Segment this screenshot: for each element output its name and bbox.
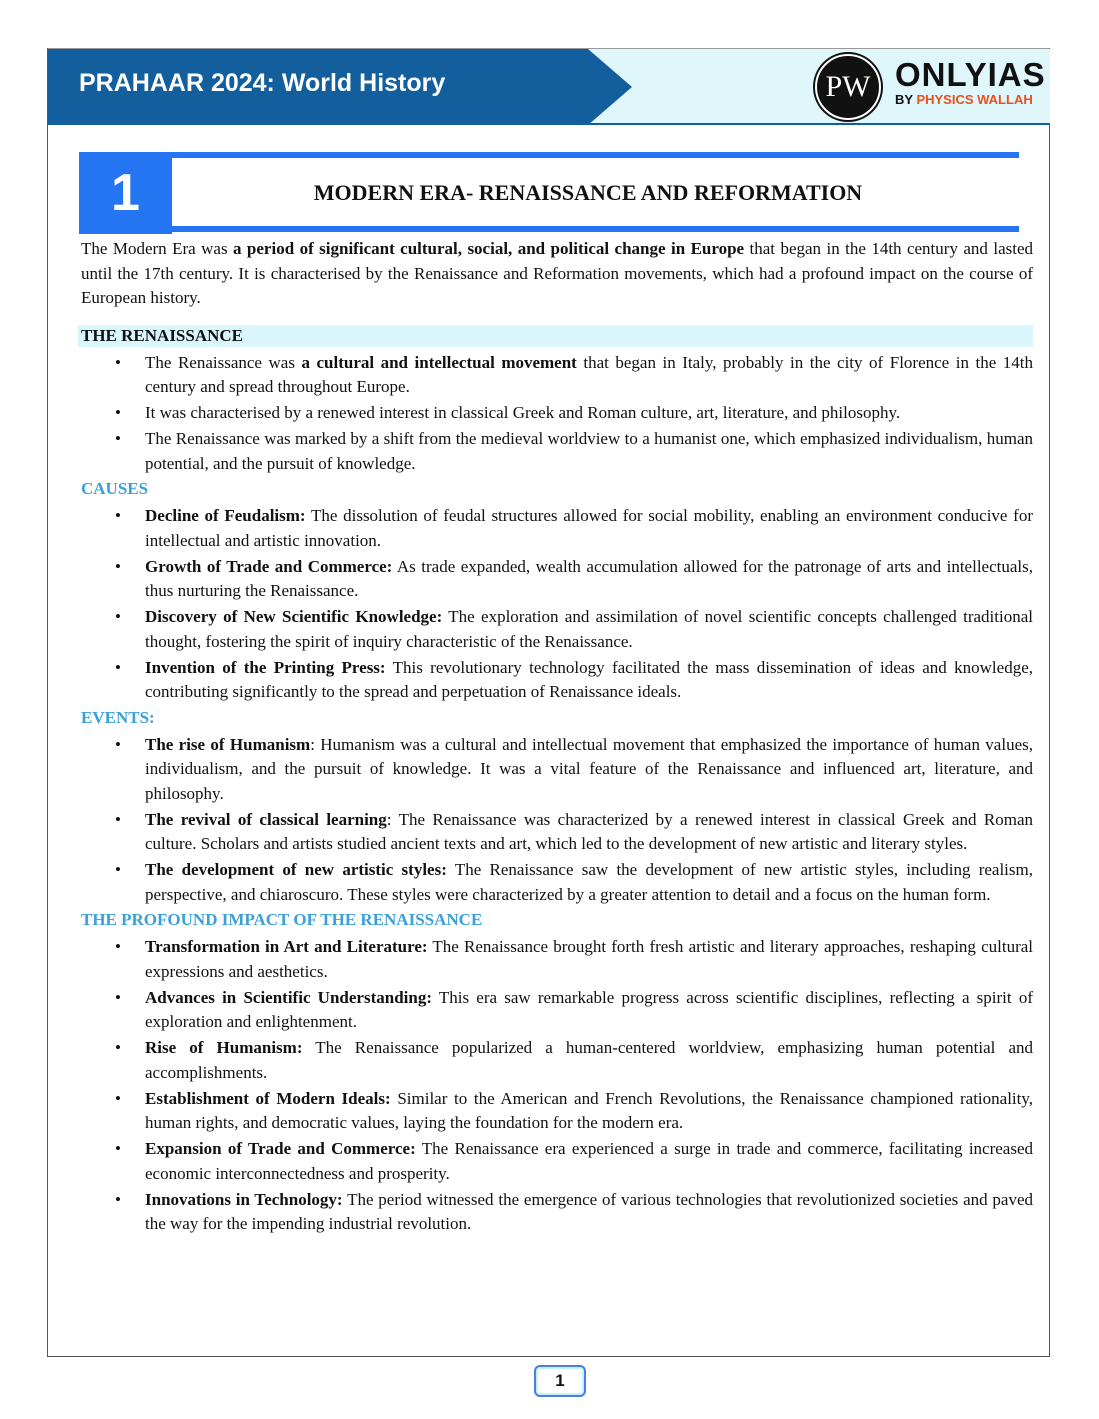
text-run: As trade expanded, wealth accumulation allowed for the patronage of arts and intellectuals, thus nurturing the Renaissance. bbox=[145, 556, 1033, 600]
text-run: Similar to the American and French Revolutions, the Renaissance championed rationality, human rights, and democratic values, laying the foundation for the modern era. bbox=[145, 1088, 1034, 1132]
bullet-list bbox=[81, 504, 1033, 705]
bold-text: The development of new artistic styles: bbox=[145, 860, 447, 879]
text-run: The exploration and assimilation of novel scientific concepts challenged traditional thought, fostering the spirit of inquiry characteristic of the Renaissance. bbox=[145, 607, 1033, 651]
list-item bbox=[145, 1036, 1033, 1085]
document-body bbox=[81, 237, 1033, 1239]
list-item bbox=[145, 427, 1033, 476]
list-item bbox=[145, 733, 1033, 807]
bold-text: Rise of Humanism: bbox=[145, 1038, 303, 1057]
brand-name: ONLYIAS bbox=[895, 56, 1046, 93]
text-run: The Renaissance era experienced a surge in trade and commerce, facilitating increased economic interconnectedness and prosperity. bbox=[145, 1139, 1034, 1183]
text-run: The Renaissance saw the development of new artistic styles, including realism, perspective, and chiaroscuro. These styles were characterized by a greater attention to detail and a focus on the human form. bbox=[145, 860, 1033, 904]
text-run: This revolutionary technology facilitated the mass dissemination of ideas and knowledge, contributing significantly to the spread and perpetuation of Renaissance ideals. bbox=[145, 657, 1033, 701]
section-heading: EVENTS: bbox=[81, 707, 155, 727]
bold-text: Innovations in Technology: bbox=[145, 1189, 343, 1209]
list-item bbox=[145, 656, 1033, 705]
bullet-list bbox=[81, 935, 1033, 1237]
list-item bbox=[145, 858, 1033, 907]
bullet-list bbox=[81, 733, 1033, 908]
bold-text: a period of significant cultural, social, and political change in Europe bbox=[233, 239, 745, 258]
text-run: The Renaissance brought forth fresh artistic and literary approaches, reshaping cultural expressions and aesthetics. bbox=[145, 937, 1034, 981]
list-item bbox=[145, 401, 1033, 426]
text-run: This era saw remarkable progress across scientific disciplines, reflecting a spirit of exploration and enlightenment. bbox=[145, 987, 1033, 1031]
list-item bbox=[145, 504, 1033, 553]
bold-text: Discovery of New Scientific Knowledge: bbox=[145, 607, 443, 626]
pw-logo-icon: PW bbox=[815, 54, 881, 120]
bold-text: Decline of Feudalism: bbox=[145, 506, 306, 525]
page-number: 1 bbox=[534, 1365, 586, 1397]
chapter-top-bar bbox=[79, 152, 1019, 158]
text-run: It was characterised by a renewed interest in classical Greek and Roman culture, art, literature, and philosophy. bbox=[145, 403, 901, 422]
bold-text: a cultural and intellectual movement bbox=[301, 352, 577, 372]
list-item bbox=[145, 986, 1033, 1035]
brand-by: BY bbox=[895, 92, 917, 107]
bold-text: Establishment of Modern Ideals: bbox=[145, 1088, 391, 1108]
text-run: that began in Italy, probably in the city of Florence in the 14th century and spread throughout Europe. bbox=[145, 352, 1033, 396]
bold-text: Transformation in Art and Literature: bbox=[145, 937, 428, 956]
text-run: The dissolution of feudal structures allowed for social mobility, enabling an environment conducive for intellectual and artistic innovation. bbox=[145, 506, 1033, 550]
list-item bbox=[145, 605, 1033, 654]
list-item bbox=[145, 555, 1033, 604]
header-arrow bbox=[588, 49, 632, 125]
bold-text: Invention of the Printing Press: bbox=[145, 657, 386, 677]
list-item bbox=[145, 1087, 1033, 1136]
text-run: : The Renaissance was characterized by a renewed interest in classical Greek and Roman culture. Scholars and artists studied ancient texts and art, which led to the development of new artistic and literary styles. bbox=[145, 809, 1033, 853]
text-run: The Renaissance popularized a human-centered worldview, emphasizing human potential and accomplishments. bbox=[145, 1038, 1033, 1082]
text-run: The Renaissance was marked by a shift from the medieval worldview to a humanist one, which emphasized individualism, human potential, and the pursuit of knowledge. bbox=[145, 429, 1033, 473]
brand-logo bbox=[895, 57, 1046, 107]
bold-text: Expansion of Trade and Commerce: bbox=[145, 1139, 416, 1158]
header-divider bbox=[48, 123, 1050, 125]
list-item bbox=[145, 351, 1033, 400]
list-item bbox=[145, 1188, 1033, 1237]
bold-text: The rise of Humanism bbox=[145, 734, 311, 754]
header-title: PRAHAAR 2024: World History bbox=[79, 69, 446, 97]
text-run: The Renaissance was bbox=[145, 352, 302, 372]
section-heading: THE PROFOUND IMPACT OF THE RENAISSANCE bbox=[81, 910, 483, 929]
brand-subtitle bbox=[895, 93, 1046, 107]
list-item bbox=[145, 935, 1033, 984]
bold-text: Growth of Trade and Commerce: bbox=[145, 556, 393, 576]
bold-text: The revival of classical learning bbox=[145, 809, 387, 829]
list-item bbox=[145, 1137, 1033, 1186]
section-heading: CAUSES bbox=[81, 479, 149, 498]
text-run: : Humanism was a cultural and intellectual movement that emphasized the importance of human values, individualism, and the pursuit of knowledge. It was a vital feature of the Renaissance and influenced art, literature, and philosophy. bbox=[145, 734, 1033, 803]
bullet-list bbox=[81, 351, 1033, 477]
section-heading: THE RENAISSANCE bbox=[78, 325, 1033, 347]
intro-paragraph bbox=[81, 237, 1033, 311]
text-run: that began in the 14th century and lasted until the 17th century. It is characterised by the Renaissance and Reformation movements, which had a profound impact on the course of European history. bbox=[81, 239, 1033, 307]
text-run: The period witnessed the emergence of various technologies that revolutionized societies and paved the way for the impending industrial revolution. bbox=[145, 1189, 1033, 1233]
brand-sub: PHYSICS WALLAH bbox=[916, 92, 1033, 107]
bold-text: Advances in Scientific Understanding: bbox=[145, 987, 432, 1007]
text-run: The Modern Era was bbox=[81, 239, 233, 258]
chapter-title: MODERN ERA- RENAISSANCE AND REFORMATION bbox=[313, 180, 863, 205]
list-item bbox=[145, 808, 1033, 857]
page-header bbox=[48, 49, 1050, 125]
chapter-number: 1 bbox=[79, 152, 172, 234]
chapter-bottom-bar bbox=[79, 226, 1019, 232]
